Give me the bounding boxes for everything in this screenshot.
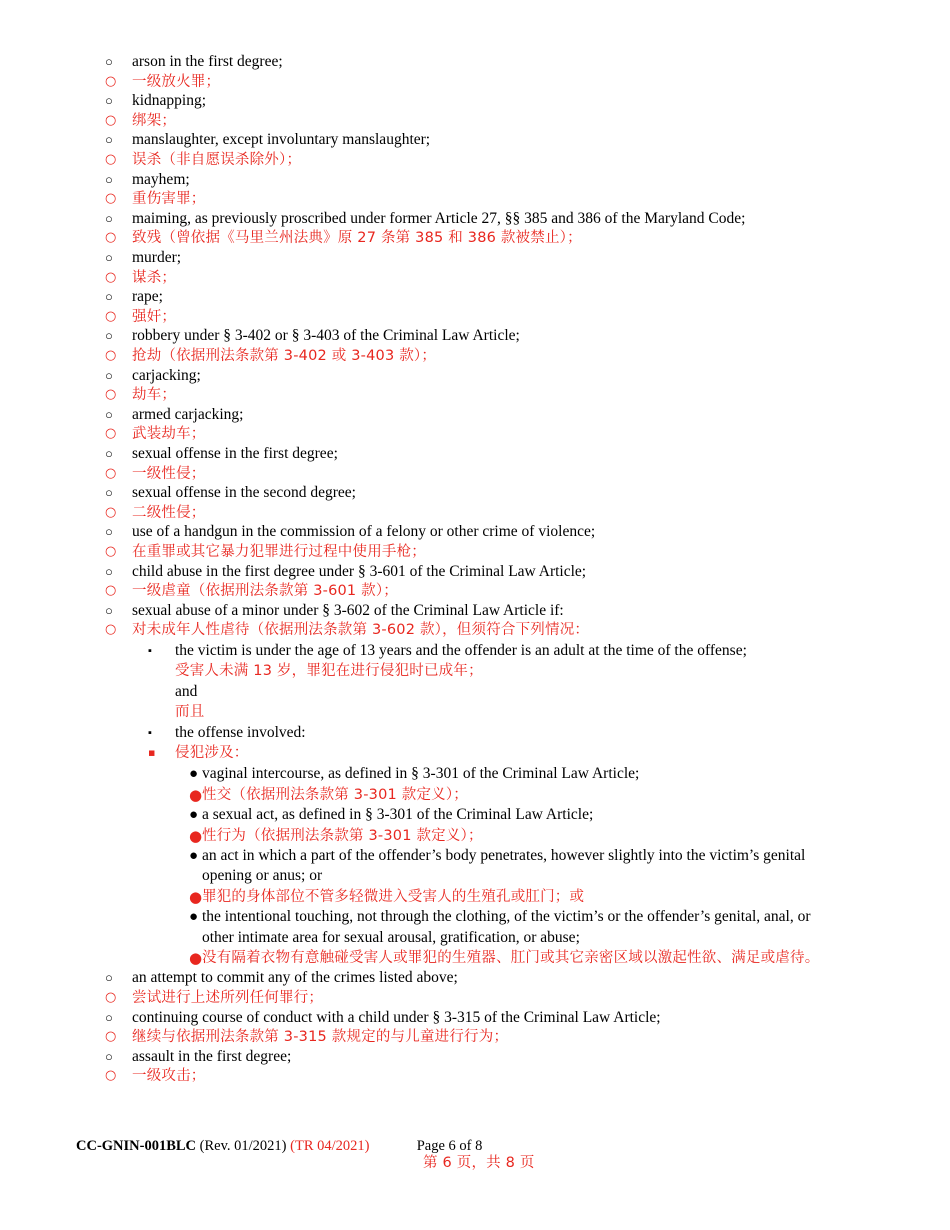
bullet-circle-icon: ○ (105, 426, 117, 442)
bullet-circle-icon: ○ (105, 485, 113, 501)
list-item (202, 928, 580, 948)
list-item-text: 性行为（依据刑法条款第 3-301 款定义）； (202, 827, 483, 844)
bullet-square-icon: ▪ (148, 645, 152, 657)
list-item-text: 一级虐童（依据刑法条款第 3-601 款）； (132, 583, 399, 600)
list-item-text: 而且 (175, 704, 205, 721)
bullet-circle-icon: ○ (105, 1009, 113, 1025)
list-item-text: 一级攻击； (132, 1068, 206, 1085)
list-item-text: 强奸； (132, 308, 177, 325)
translation-revision: (TR 04/2021) (290, 1138, 370, 1154)
list-item (189, 805, 594, 825)
list-item (189, 887, 585, 907)
bullet-circle-icon: ○ (105, 191, 117, 207)
page-number: Page 6 of 8 (416, 1138, 483, 1154)
bullet-circle-icon: ○ (105, 524, 113, 540)
list-item-text: 绑架； (132, 112, 177, 129)
list-item-text: continuing course of conduct with a child under § 3-315 of the Criminal Law Article; (132, 1008, 661, 1026)
list-item-text: the offense involved: (175, 723, 306, 741)
bullet-square-icon: ▪ (148, 746, 156, 759)
list-item (202, 866, 322, 886)
list-item-text: maiming, as previously proscribed under former Article 27, §§ 385 and 386 of the Maryland Code; (132, 209, 746, 227)
bullet-circle-icon: ○ (105, 171, 113, 187)
list-item-text: 继续与依据刑法条款第 3-315 款规定的与儿童进行行为； (132, 1029, 509, 1046)
list-item-text: 误杀（非自愿误杀除外）； (132, 152, 302, 168)
bullet-circle-icon: ○ (105, 1029, 117, 1045)
bullet-dot-icon: ● (189, 807, 199, 824)
list-item (175, 682, 197, 702)
bullet-dot-icon: ● (189, 909, 199, 926)
bullet-circle-icon: ○ (105, 504, 117, 520)
bullet-dot-icon: ● (189, 766, 199, 783)
bullet-circle-icon: ○ (105, 387, 117, 403)
bullet-circle-icon: ○ (105, 1068, 117, 1084)
list-item (189, 907, 811, 927)
list-item-text: 对未成年人性虐待（依据刑法条款第 3-602 款），但须符合下列情况： (132, 622, 590, 639)
list-item (189, 948, 820, 968)
bullet-circle-icon: ○ (105, 563, 113, 579)
list-item-text: rape; (132, 288, 163, 306)
list-item-text: carjacking; (132, 366, 201, 384)
list-item-text: 谋杀； (132, 269, 177, 286)
list-item-text: sexual offense in the second degree; (132, 484, 356, 502)
bullet-circle-icon: ○ (105, 132, 113, 148)
bullet-circle-icon: ○ (105, 583, 117, 599)
list-item-text: 致残（曾依据《马里兰州法典》原 27 条第 385 和 386 款被禁止）； (132, 230, 582, 247)
bullet-circle-icon: ○ (105, 112, 117, 128)
list-item-text: assault in the first degree; (132, 1047, 292, 1065)
bullet-square-icon: ▪ (148, 726, 152, 739)
list-item-text: 罪犯的身体部位不管多轻微进入受害人的生殖孔或肛门；或 (202, 888, 585, 905)
list-item-text: sexual offense in the first degree; (132, 445, 338, 462)
list-item (148, 743, 249, 763)
bullet-dot-icon: ● (189, 848, 199, 864)
bullet-circle-icon: ○ (105, 367, 113, 383)
bullet-circle-icon: ○ (105, 250, 113, 265)
list-item (189, 785, 469, 805)
list-item-text: child abuse in the first degree under § 3-601 of the Criminal Law Article; (132, 562, 587, 580)
list-item (148, 641, 747, 661)
list-item-text: armed carjacking; (132, 405, 244, 423)
list-item-text: vaginal intercourse, as defined in § 3-301 of the Criminal Law Article; (202, 765, 640, 783)
bullet-dot-icon: ● (189, 826, 203, 845)
list-item-text: murder; (132, 249, 182, 266)
list-item-text: opening or anus; or (202, 867, 323, 885)
bullet-circle-icon: ○ (105, 602, 113, 618)
list-item-text: mayhem; (132, 170, 190, 188)
list-item-text: sexual abuse of a minor under § 3-602 of the Criminal Law Article if: (132, 601, 564, 619)
list-item-text: an attempt to commit any of the crimes listed above; (132, 969, 458, 987)
bullet-circle-icon: ○ (105, 406, 113, 422)
list-item-text: a sexual act, as defined in § 3-301 of the Criminal Law Article; (202, 806, 594, 824)
list-item-text: 一级放火罪； (132, 73, 221, 90)
bullet-circle-icon: ○ (105, 289, 113, 305)
form-id: CC-GNIN-001BLC (76, 1138, 197, 1154)
list-item-text: manslaughter, except involuntary manslaughter; (132, 131, 431, 149)
bullet-circle-icon: ○ (105, 446, 113, 461)
bullet-circle-icon: ○ (105, 465, 117, 481)
list-item-text: 尝试进行上述所列任何罪行； (132, 990, 324, 1006)
list-item-text: kidnapping; (132, 92, 207, 110)
bullet-circle-icon: ○ (105, 622, 117, 638)
list-item-text: 侵犯涉及： (175, 745, 249, 761)
list-item-text: 劫车； (132, 387, 177, 404)
bullet-dot-icon: ● (189, 887, 203, 906)
list-item-text: other intimate area for sexual arousal, gratification, or abuse; (202, 928, 580, 946)
list-item (175, 661, 483, 681)
list-item (175, 702, 204, 722)
list-item-text: 在重罪或其它暴力犯罪进行过程中使用手枪； (132, 544, 426, 560)
list-item-text: 抢劫（依据刑法条款第 3-402 或 3-403 款）； (132, 348, 437, 364)
bullet-circle-icon: ○ (105, 73, 117, 89)
list-item-text: and (175, 682, 198, 700)
list-item-text: use of a handgun in the commission of a felony or other crime of violence; (132, 523, 596, 541)
bullet-circle-icon: ○ (105, 328, 113, 344)
list-item-text: robbery under § 3-402 or § 3-403 of the Criminal Law Article; (132, 327, 520, 345)
bullet-circle-icon: ○ (105, 990, 117, 1005)
bullet-circle-icon: ○ (105, 308, 117, 324)
bullet-circle-icon: ○ (105, 54, 113, 69)
bullet-circle-icon: ○ (105, 269, 117, 285)
list-item-text: 没有隔着衣物有意触碰受害人或罪犯的生殖器、肛门或其它亲密区域以激起性欲、满足或虐待。 (202, 950, 820, 966)
list-item-text: 一级性侵； (132, 465, 206, 482)
list-item-text: the victim is under the age of 13 years and the offender is an adult at the time of the offense; (175, 642, 747, 659)
list-item-text: arson in the first degree; (132, 53, 283, 70)
bullet-circle-icon: ○ (105, 348, 117, 363)
list-item-text: 受害人未满 13 岁，罪犯在进行侵犯时已成年； (175, 663, 483, 680)
page-number-zh: 第 6 页，共 8 页 (423, 1155, 535, 1171)
bullet-circle-icon: ○ (105, 93, 113, 109)
bullet-circle-icon: ○ (105, 1048, 113, 1064)
list-item-text: 性交（依据刑法条款第 3-301 款定义）； (202, 786, 469, 803)
list-item-text: 二级性侵； (132, 504, 206, 521)
form-revision: (Rev. 01/2021) (199, 1138, 287, 1154)
list-item-text: the intentional touching, not through the clothing, of the victim’s or the offender’s genital, anal, or (202, 908, 811, 926)
list-item (189, 846, 806, 866)
list-item-text: 重伤害罪； (132, 191, 206, 208)
bullet-dot-icon: ● (189, 785, 203, 804)
bullet-circle-icon: ○ (105, 152, 117, 167)
bullet-circle-icon: ○ (105, 230, 117, 246)
bullet-circle-icon: ○ (105, 970, 113, 986)
list-item-text: 武装劫车； (132, 426, 206, 443)
bullet-circle-icon: ○ (105, 210, 113, 226)
page-footer (76, 1137, 535, 1171)
list-item-text: an act in which a part of the offender’s body penetrates, however slightly into the victim’s genital (202, 847, 806, 864)
list-item (189, 764, 640, 784)
list-item (189, 826, 483, 846)
bullet-circle-icon: ○ (105, 544, 117, 559)
list-item (148, 723, 306, 743)
bullet-dot-icon: ● (189, 949, 203, 967)
